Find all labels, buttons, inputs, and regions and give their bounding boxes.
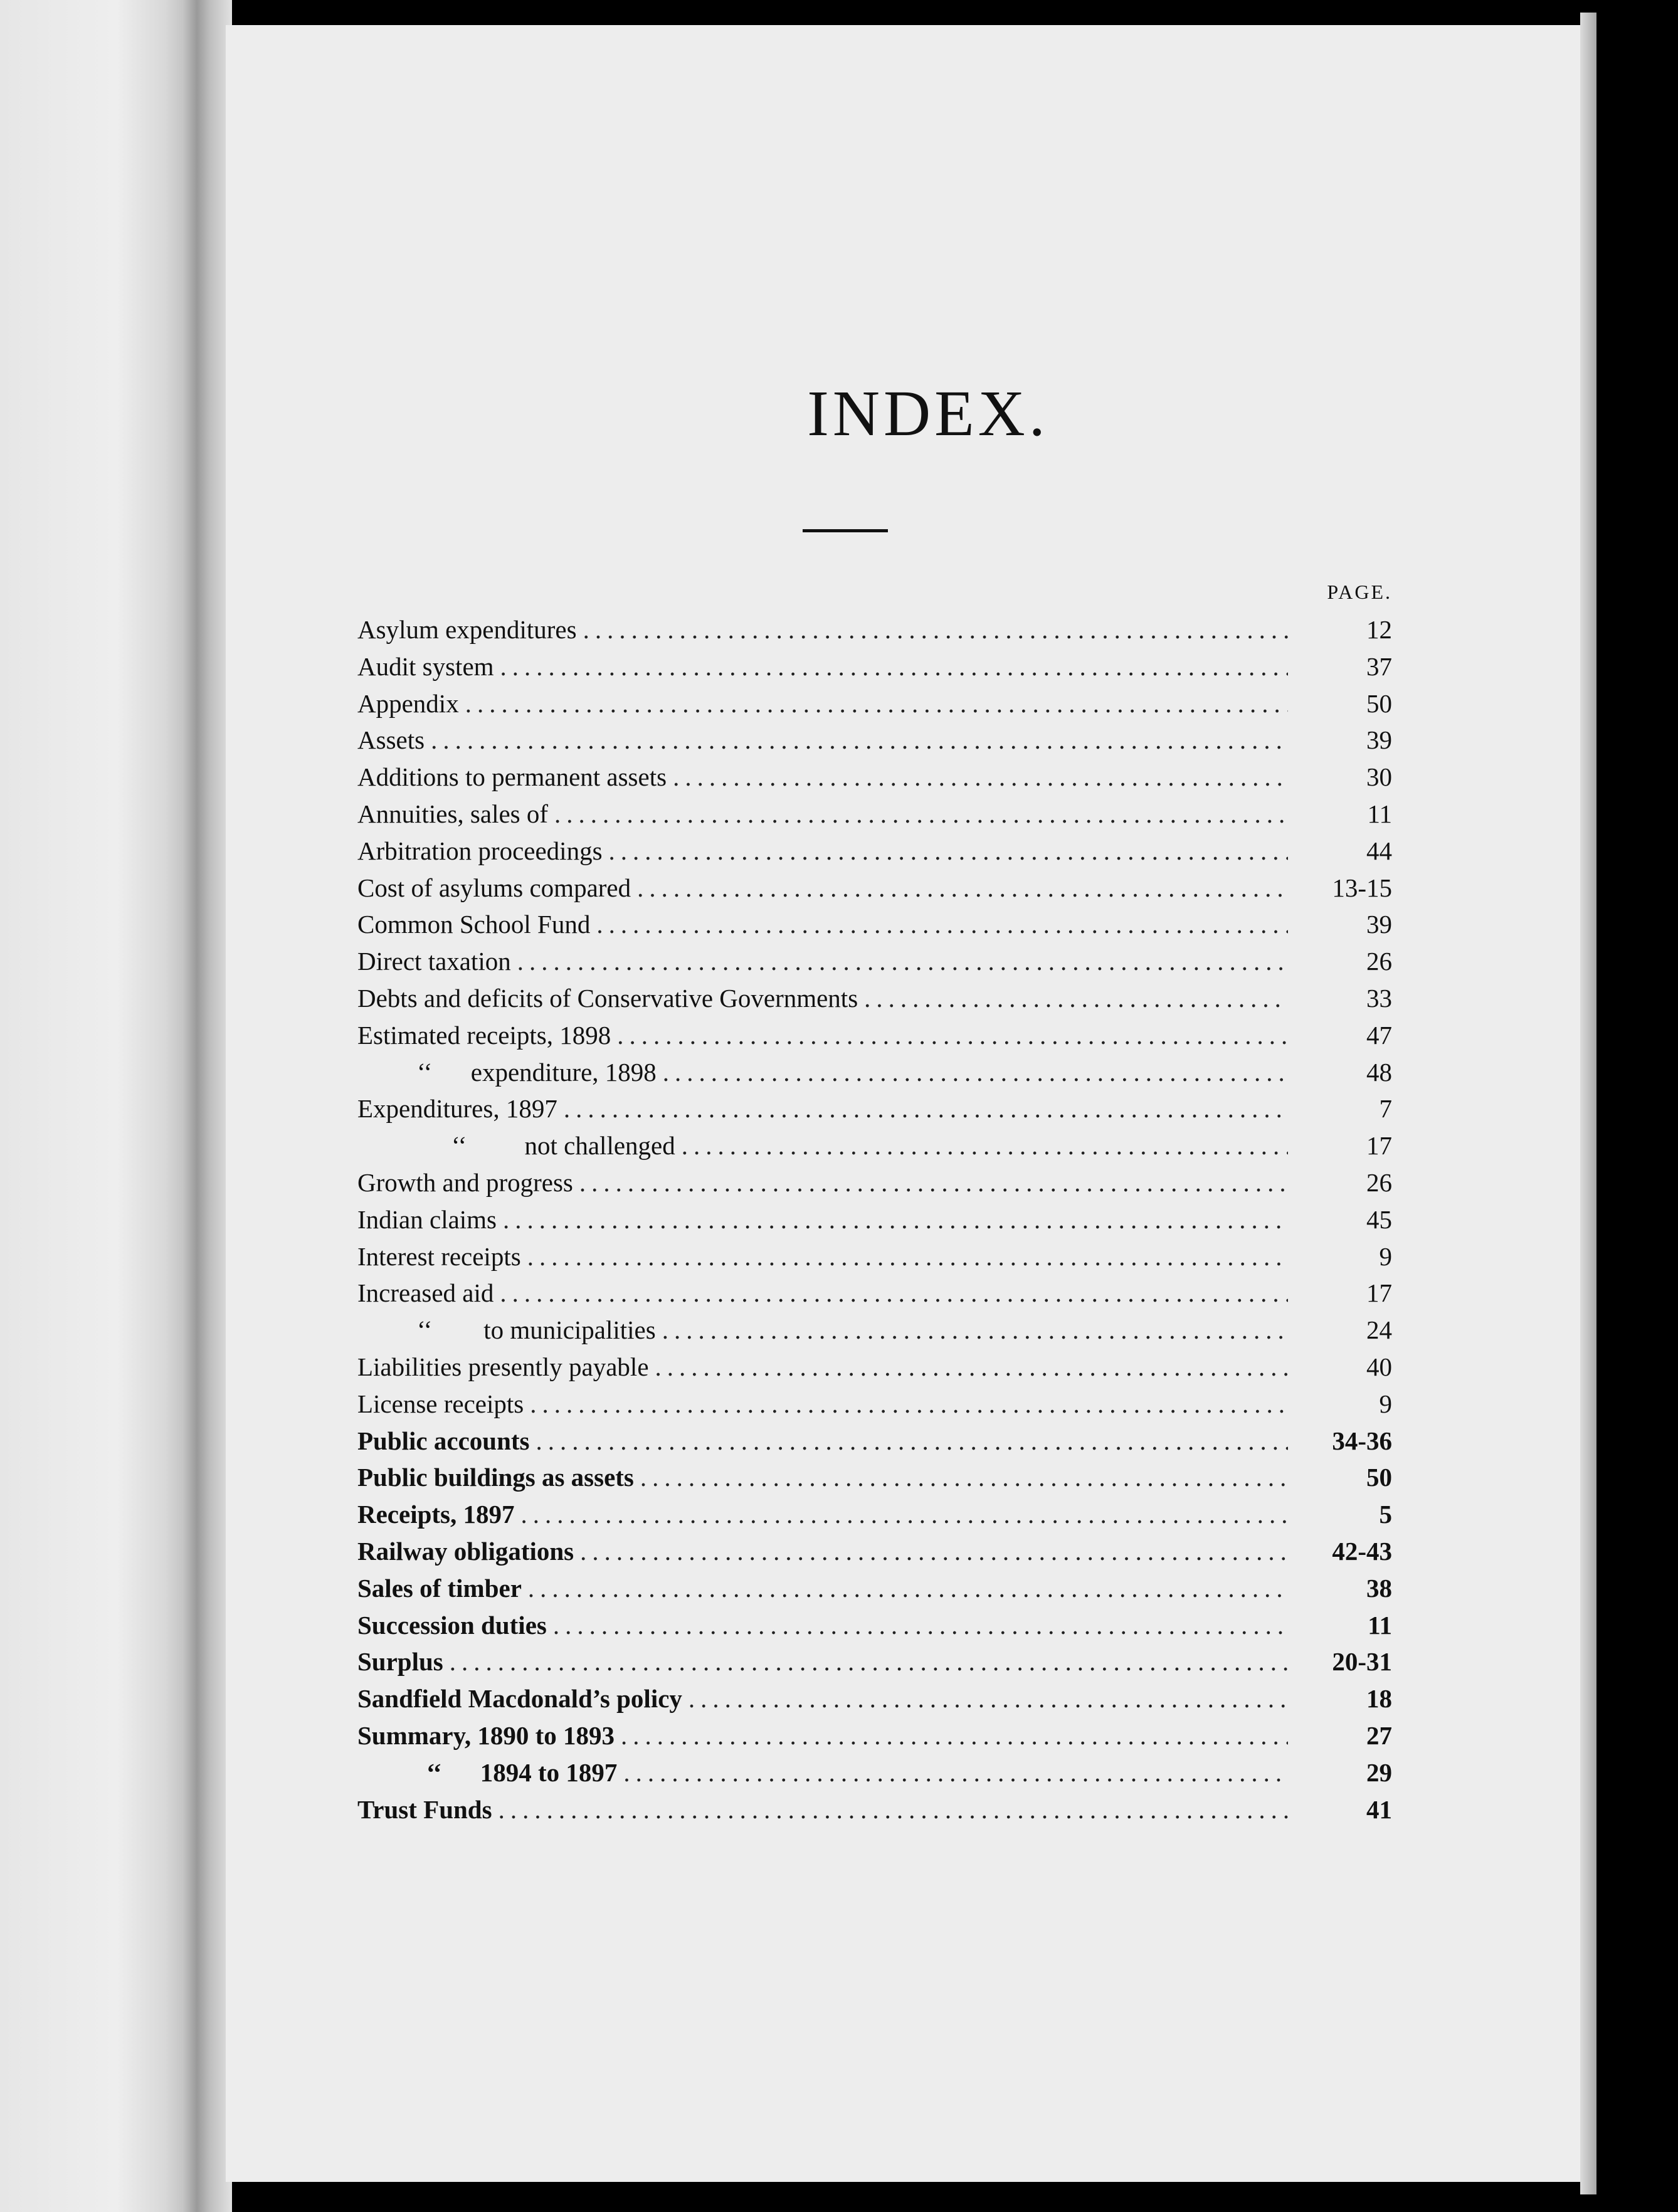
index-entry (357, 1130, 1392, 1167)
page-column-heading: PAGE. (1327, 581, 1392, 603)
entry-label: ‘‘ to municipalities (417, 1315, 656, 1345)
index-entry (357, 1720, 1392, 1757)
dot-leader (521, 1499, 1288, 1529)
entry-label: ‘‘ 1894 to 1897 (426, 1757, 618, 1787)
entry-page-number: 41 (1366, 1794, 1392, 1824)
dot-leader (637, 873, 1288, 903)
dot-leader (673, 762, 1288, 792)
entry-page-number: 11 (1368, 1610, 1392, 1640)
index-entry (357, 1315, 1392, 1352)
index-entry (357, 1020, 1392, 1057)
index-entry (357, 1794, 1392, 1831)
dot-leader (536, 1426, 1289, 1456)
entry-page-number: 48 (1366, 1057, 1392, 1087)
dot-leader (583, 614, 1288, 645)
entry-label: Succession duties (357, 1610, 547, 1640)
entry-page-number: 47 (1366, 1020, 1392, 1050)
binding-gutter (182, 0, 232, 2212)
dot-leader (579, 1167, 1288, 1198)
entry-label: ‘‘ expenditure, 1898 (417, 1057, 657, 1087)
dot-leader (640, 1462, 1288, 1492)
entry-label: Cost of asylums compared (357, 873, 631, 902)
entry-label: Asylum expenditures (357, 615, 577, 644)
index-entry (357, 1093, 1392, 1130)
index-entry (357, 836, 1392, 873)
dot-leader (431, 725, 1288, 755)
index-entry (357, 1646, 1392, 1683)
index-list (357, 614, 1392, 1831)
entry-label: Debts and deficits of Conservative Governments (357, 983, 858, 1013)
entry-page-number: 9 (1379, 1389, 1392, 1418)
entry-label: Summary, 1890 to 1893 (357, 1720, 615, 1750)
entry-label: Arbitration proceedings (357, 836, 603, 865)
dot-leader (528, 1573, 1288, 1603)
entry-label: Trust Funds (357, 1794, 492, 1824)
entry-page-number: 5 (1379, 1500, 1392, 1529)
entry-label: Railway obligations (357, 1536, 574, 1566)
entry-page-number: 38 (1366, 1573, 1392, 1603)
index-entry (357, 1462, 1392, 1499)
dot-leader (609, 836, 1288, 866)
entry-page-number: 30 (1366, 762, 1392, 792)
entry-label: Appendix (357, 688, 459, 718)
dot-leader (621, 1720, 1288, 1751)
index-entry (357, 799, 1392, 836)
entry-label: Public buildings as assets (357, 1463, 634, 1492)
entry-label: Liabilities presently payable (357, 1352, 649, 1381)
dot-leader (655, 1352, 1288, 1382)
entry-page-number: 26 (1366, 1167, 1392, 1197)
dot-leader (465, 688, 1288, 719)
entry-page-number: 50 (1366, 1463, 1392, 1492)
dot-leader (503, 1204, 1288, 1235)
index-entry (357, 1536, 1392, 1573)
entry-label: Direct taxation (357, 947, 511, 976)
index-entry (357, 1757, 1392, 1794)
index-entry (357, 983, 1392, 1020)
title-rule (803, 529, 888, 532)
dot-leader (554, 799, 1288, 829)
entry-page-number: 18 (1366, 1684, 1392, 1714)
entry-label: Public accounts (357, 1426, 530, 1455)
dot-leader (517, 946, 1288, 976)
dot-leader (500, 1278, 1288, 1308)
entry-page-number: 11 (1367, 799, 1392, 828)
dot-leader (682, 1130, 1288, 1161)
dot-leader (553, 1610, 1288, 1640)
entry-page-number: 20-31 (1332, 1647, 1392, 1677)
entry-page-number: 40 (1366, 1352, 1392, 1381)
entry-page-number: 24 (1366, 1315, 1392, 1345)
entry-label: Indian claims (357, 1204, 497, 1234)
dot-leader (623, 1757, 1288, 1788)
index-entry (357, 946, 1392, 983)
entry-label: License receipts (357, 1389, 524, 1418)
facing-page (0, 0, 194, 2212)
index-entry (357, 873, 1392, 910)
dot-leader (596, 909, 1288, 939)
entry-page-number: 33 (1366, 983, 1392, 1013)
entry-page-number: 17 (1366, 1131, 1392, 1161)
index-entry (357, 1610, 1392, 1647)
index-entry (357, 614, 1392, 651)
dot-leader (500, 651, 1288, 682)
dot-leader (564, 1093, 1288, 1124)
entry-label: Sales of timber (357, 1573, 522, 1603)
index-entry (357, 1499, 1392, 1536)
index-entry (357, 1426, 1392, 1463)
entry-page-number: 34-36 (1332, 1426, 1392, 1455)
entry-page-number: 29 (1366, 1757, 1392, 1787)
page-title: INDEX. (807, 377, 1049, 450)
entry-label: Sandfield Macdonald’s policy (357, 1684, 682, 1714)
entry-label: Expenditures, 1897 (357, 1094, 557, 1124)
entry-label: Receipts, 1897 (357, 1500, 515, 1529)
entry-page-number: 44 (1366, 836, 1392, 865)
entry-page-number: 17 (1366, 1278, 1392, 1308)
entry-page-number: 9 (1379, 1241, 1392, 1271)
entry-page-number: 39 (1366, 725, 1392, 755)
entry-label: Audit system (357, 651, 494, 681)
dot-leader (663, 1057, 1288, 1087)
dot-leader (580, 1536, 1288, 1566)
entry-label: Annuities, sales of (357, 799, 549, 828)
entry-page-number: 37 (1366, 651, 1392, 681)
index-entry (357, 688, 1392, 725)
entry-page-number: 39 (1366, 910, 1392, 939)
entry-label: Common School Fund (357, 910, 591, 939)
index-entry (357, 1278, 1392, 1315)
index-entry (357, 1683, 1392, 1720)
dot-leader (864, 983, 1288, 1013)
entry-label: Additions to permanent assets (357, 762, 667, 792)
entry-page-number: 27 (1366, 1720, 1392, 1750)
dot-leader (527, 1241, 1288, 1272)
entry-page-number: 13-15 (1332, 873, 1392, 902)
index-entry (357, 1352, 1392, 1389)
index-entry (357, 1057, 1392, 1094)
index-entry (357, 1241, 1392, 1278)
dot-leader (617, 1020, 1288, 1050)
entry-page-number: 7 (1379, 1094, 1392, 1124)
entry-page-number: 26 (1366, 947, 1392, 976)
index-entry (357, 1389, 1392, 1426)
entry-page-number: 50 (1366, 688, 1392, 718)
index-entry (357, 1204, 1392, 1241)
page-edge (1580, 13, 1596, 2194)
index-entry (357, 1167, 1392, 1204)
dot-leader (499, 1794, 1288, 1825)
entry-label: Increased aid (357, 1278, 494, 1308)
dot-leader (689, 1683, 1288, 1714)
entry-page-number: 45 (1366, 1204, 1392, 1234)
entry-page-number: 42-43 (1332, 1536, 1392, 1566)
dot-leader (662, 1315, 1288, 1345)
dot-leader (530, 1389, 1288, 1419)
entry-label: Assets (357, 725, 425, 755)
index-entry (357, 762, 1392, 799)
entry-label: Growth and progress (357, 1167, 573, 1197)
index-entry (357, 725, 1392, 762)
index-entry (357, 651, 1392, 688)
index-entry (357, 909, 1392, 946)
dot-leader (450, 1646, 1288, 1677)
index-page (226, 25, 1580, 2182)
index-entry (357, 1573, 1392, 1610)
entry-label: Surplus (357, 1647, 443, 1677)
entry-label: Estimated receipts, 1898 (357, 1020, 611, 1050)
entry-label: ‘‘ not challenged (451, 1131, 675, 1161)
entry-page-number: 12 (1366, 615, 1392, 644)
entry-label: Interest receipts (357, 1241, 521, 1271)
